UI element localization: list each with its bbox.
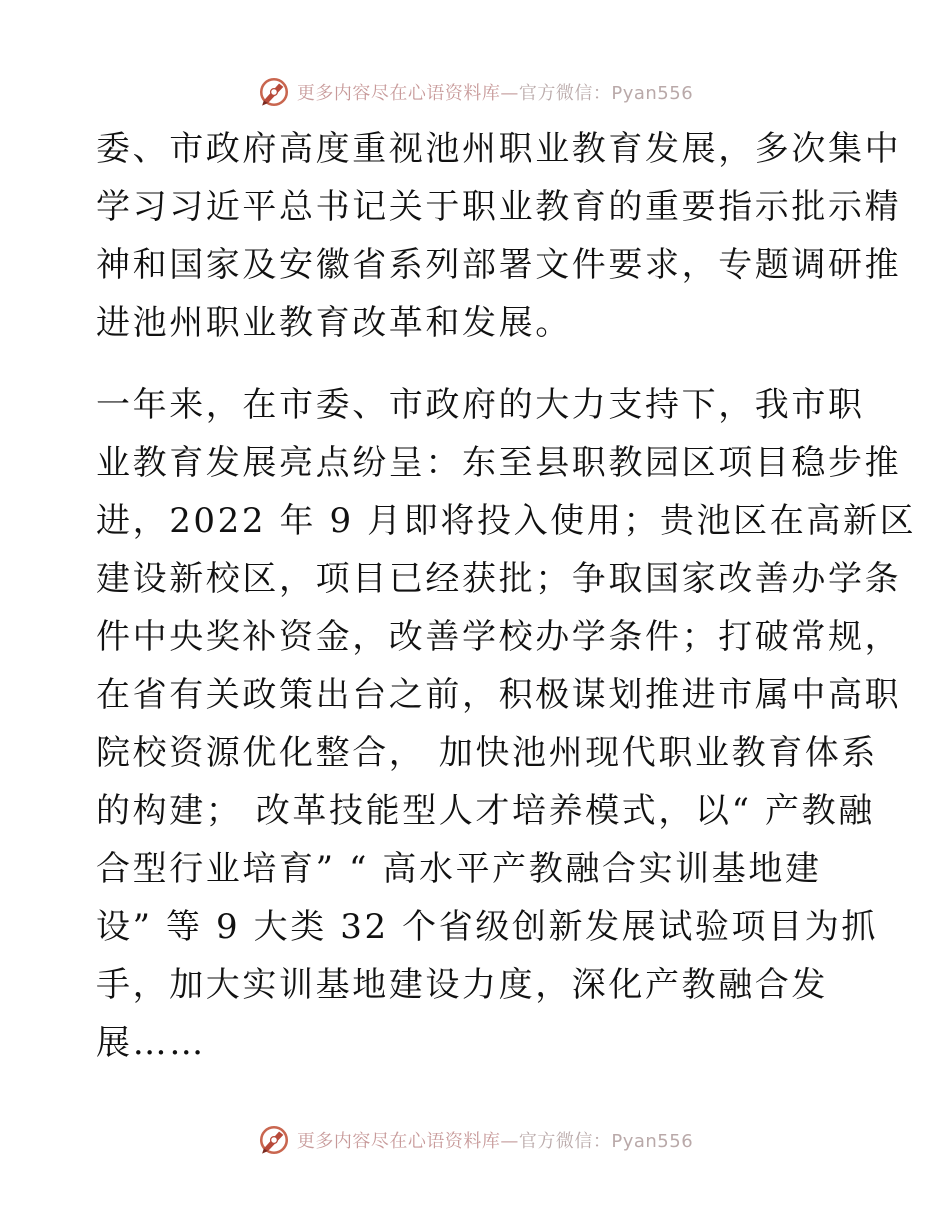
banner-dash: — — [500, 83, 519, 104]
footer-banner — [0, 1120, 950, 1160]
paragraph-gap — [96, 352, 856, 376]
text-line: 在省有关政策出台之前，积极谋划推进市属中高职 — [96, 675, 902, 715]
banner-dash: — — [500, 1131, 519, 1152]
banner-contact-text: 官方微信：Pyan556 — [518, 83, 694, 104]
text-line: 设” 等 9 大类 32 个省级创新发展试验项目为抓 — [96, 907, 878, 947]
banner-text — [297, 79, 693, 105]
text-line: 手，加大实训基地建设力度，深化产教融合发 — [96, 965, 828, 1005]
pen-logo-icon — [257, 75, 291, 109]
text-line: 合型行业培育” “ 高水平产教融合实训基地建 — [96, 849, 822, 889]
paragraph-2 — [96, 376, 917, 1072]
text-line: 业教育发展亮点纷呈：东至县职教园区项目稳步推 — [96, 443, 902, 483]
text-line: 委、市政府高度重视池州职业教育发展，多次集中 — [96, 129, 902, 169]
text-line: 展…… — [96, 1023, 206, 1063]
document-body — [96, 120, 917, 1072]
banner-contact-text: 官方微信：Pyan556 — [518, 1131, 694, 1152]
text-line: 一年来，在市委、市政府的大力支持下，我市职 — [96, 385, 865, 425]
pen-logo-icon — [257, 1123, 291, 1157]
text-line: 神和国家及安徽省系列部署文件要求，专题调研推 — [96, 245, 902, 285]
text-line: 的构建； 改革技能型人才培养模式，以“ 产教融 — [96, 791, 875, 831]
text-line: 进，2022 年 9 月即将投入使用；贵池区在高新区 — [96, 501, 917, 541]
text-line: 院校资源优化整合， 加快池州现代职业教育体系 — [96, 733, 879, 773]
banner-main-text: 更多内容尽在心语资料库 — [296, 83, 501, 104]
banner-text — [297, 1127, 693, 1153]
text-line: 进池州职业教育改革和发展。 — [96, 303, 572, 343]
header-banner — [0, 72, 950, 112]
text-line: 建设新校区，项目已经获批；争取国家改善办学条 — [96, 559, 902, 599]
text-line: 学习习近平总书记关于职业教育的重要指示批示精 — [96, 187, 902, 227]
text-line: 件中央奖补资金，改善学校办学条件；打破常规， — [96, 617, 902, 657]
banner-main-text: 更多内容尽在心语资料库 — [296, 1131, 501, 1152]
paragraph-1 — [96, 120, 902, 352]
